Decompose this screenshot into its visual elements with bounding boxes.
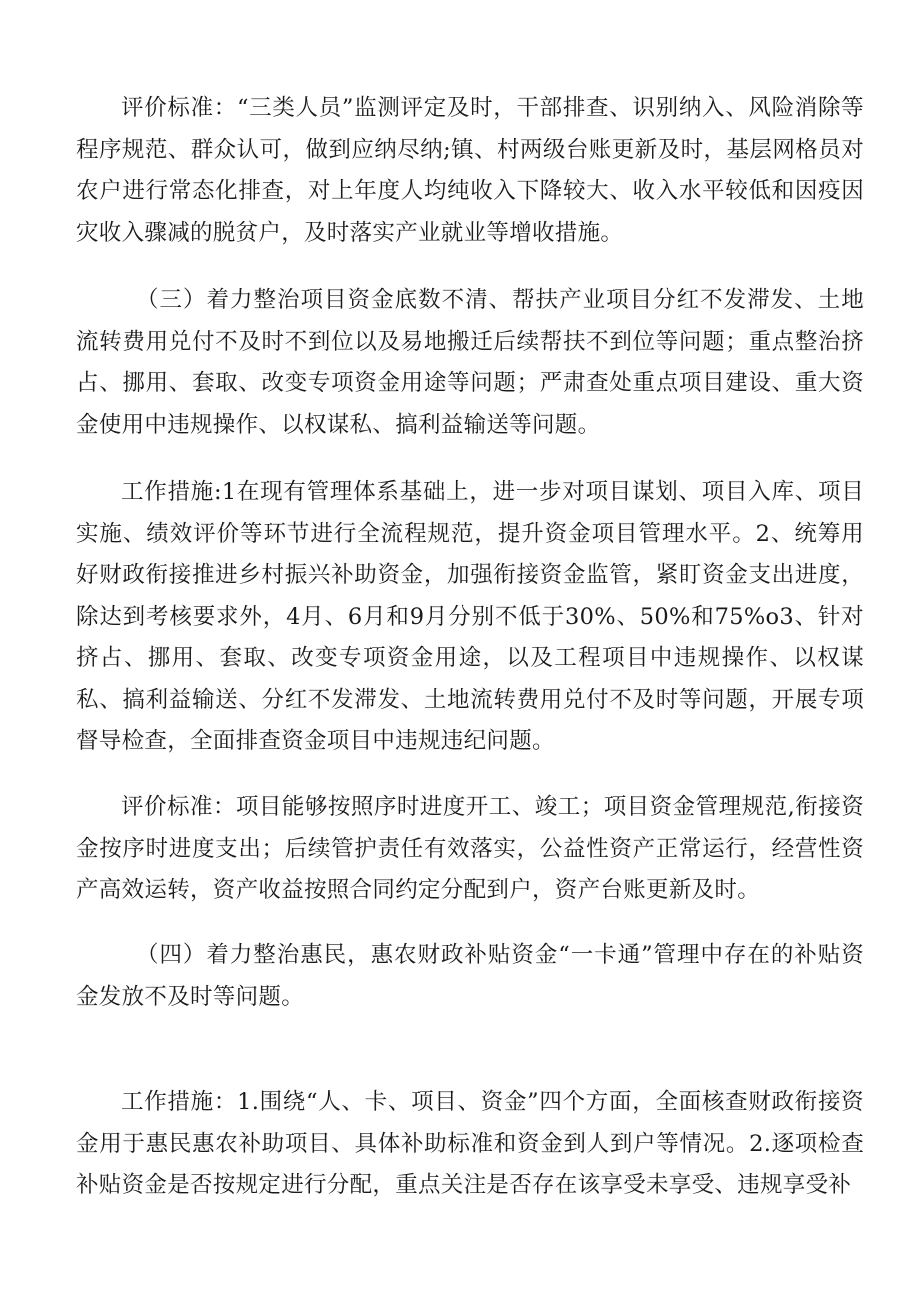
paragraph-evaluation-standard-2: 评价标准：项目能够按照序时进度开工、竣工；项目资金管理规范,衔接资金按序时进度支出；后续管护责任有效落实，公益性资产正常运行，经营性资产高效运转，资产收益按照合同约定分配到户，资产台账更新及时。: [76, 794, 864, 903]
paragraph-work-measures-2: 工作措施：1.围绕“人、卡、项目、资金”四个方面，全面核查财政衔接资金用于惠民惠农补助项目、具体补助标准和资金到人到户等情况。2.逐项检查补贴资金是否按规定进行分配，重点关注是否存在该享受未享受、违规享受补: [76, 1089, 864, 1198]
paragraph-section-4-heading: （四）着力整治惠民，惠农财政补贴资金“一卡通”管理中存在的补贴资金发放不及时等问题。: [76, 942, 864, 1010]
paragraph-work-measures-1: 工作措施:1在现有管理体系基础上，进一步对项目谋划、项目入库、项目实施、绩效评价等环节进行全流程规范，提升资金项目管理水平。2、统筹用好财政衔接推进乡村振兴补助资金，加强衔接资金监管，紧盯资金支出进度，除达到考核要求外，4月、6月和9月分别不低于30%、50%和75%o3、针对挤占、挪用、套取、改变专项资金用途，以及工程项目中违规操作、以权谋私、搞利益输送、分红不发滞发、土地流转费用兑付不及时等问题，开展专项督导检查，全面排查资金项目中违规违纪问题。: [76, 479, 864, 754]
paragraph-evaluation-standard-1: 评价标准：“三类人员”监测评定及时，干部排查、识别纳入、风险消除等程序规范、群众认可，做到应纳尽纳;镇、村两级台账更新及时，基层网格员对农户进行常态化排查，对上年度人均纯收入下降较大、收入水平较低和因疫因灾收入骤减的脱贫户，及时落实产业就业等增收措施。: [76, 95, 864, 246]
paragraph-section-3-heading: （三）着力整治项目资金底数不清、帮扶产业项目分红不发滞发、土地流转费用兑付不及时不到位以及易地搬迁后续帮扶不到位等问题；重点整治挤占、挪用、套取、改变专项资金用途等问题；严肃查处重点项目建设、重大资金使用中违规操作、以权谋私、搞利益输送等问题。: [76, 287, 864, 438]
